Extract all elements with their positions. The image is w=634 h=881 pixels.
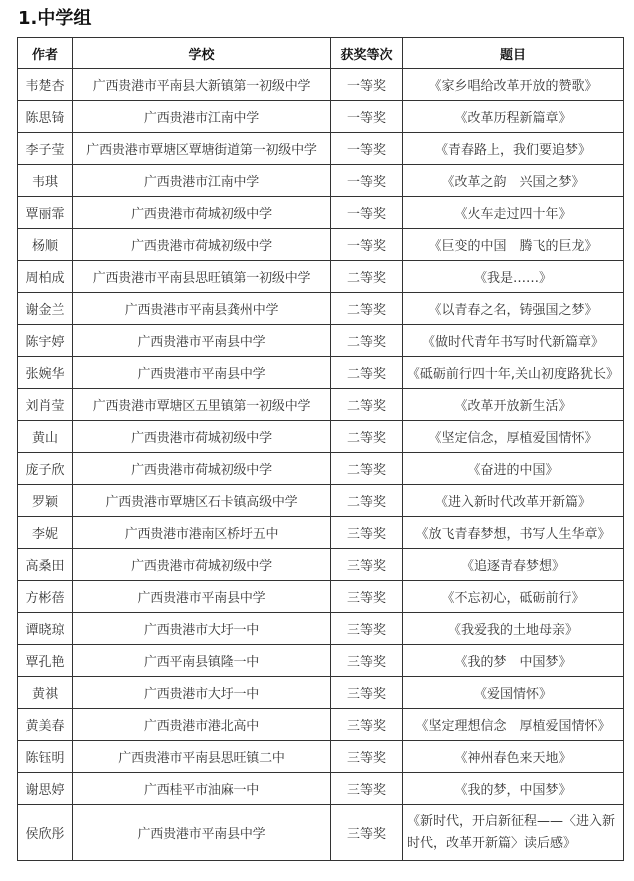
award-cell: 二等奖 <box>331 357 403 389</box>
table-row <box>18 421 624 453</box>
topic-cell: 《砥砺前行四十年,关山初度路犹长》 <box>403 357 624 389</box>
author-cell: 周柏成 <box>18 261 73 293</box>
author-cell: 杨顺 <box>18 229 73 261</box>
author-cell: 李子莹 <box>18 133 73 165</box>
school-cell: 广西贵港市江南中学 <box>73 165 331 197</box>
table-row <box>18 645 624 677</box>
topic-cell: 《新时代，开启新征程——〈进入新时代，改革开新篇〉读后感》 <box>403 805 624 861</box>
award-cell: 二等奖 <box>331 325 403 357</box>
table-row <box>18 69 624 101</box>
award-cell: 三等奖 <box>331 805 403 861</box>
topic-cell: 《改革历程新篇章》 <box>403 101 624 133</box>
school-cell: 广西平南县镇隆一中 <box>73 645 331 677</box>
topic-cell: 《我是……》 <box>403 261 624 293</box>
table-header-row <box>18 38 624 69</box>
table-row <box>18 517 624 549</box>
school-cell: 广西贵港市大圩一中 <box>73 677 331 709</box>
school-cell: 广西贵港市平南县中学 <box>73 805 331 861</box>
topic-cell: 《巨变的中国 腾飞的巨龙》 <box>403 229 624 261</box>
school-cell: 广西贵港市覃塘区石卡镇高级中学 <box>73 485 331 517</box>
header-topic: 题目 <box>403 38 624 69</box>
topic-cell: 《改革之韵 兴国之梦》 <box>403 165 624 197</box>
topic-cell: 《做时代青年书写时代新篇章》 <box>403 325 624 357</box>
school-cell: 广西贵港市荷城初级中学 <box>73 197 331 229</box>
header-award: 获奖等次 <box>331 38 403 69</box>
author-cell: 韦琪 <box>18 165 73 197</box>
topic-cell: 《奋进的中国》 <box>403 453 624 485</box>
table-row <box>18 357 624 389</box>
topic-cell: 《我的梦，中国梦》 <box>403 773 624 805</box>
award-cell: 三等奖 <box>331 677 403 709</box>
table-row <box>18 293 624 325</box>
table-body <box>18 69 624 861</box>
school-cell: 广西贵港市平南县中学 <box>73 325 331 357</box>
topic-cell: 《坚定理想信念 厚植爱国情怀》 <box>403 709 624 741</box>
author-cell: 陈钰明 <box>18 741 73 773</box>
award-cell: 三等奖 <box>331 517 403 549</box>
award-cell: 三等奖 <box>331 581 403 613</box>
school-cell: 广西贵港市港北高中 <box>73 709 331 741</box>
table-row <box>18 613 624 645</box>
table-row <box>18 741 624 773</box>
school-cell: 广西贵港市覃塘区五里镇第一初级中学 <box>73 389 331 421</box>
table-row <box>18 709 624 741</box>
table-row <box>18 677 624 709</box>
author-cell: 方彬蓓 <box>18 581 73 613</box>
table-row <box>18 101 624 133</box>
award-cell: 三等奖 <box>331 741 403 773</box>
author-cell: 陈宇婷 <box>18 325 73 357</box>
table-row <box>18 197 624 229</box>
author-cell: 覃孔艳 <box>18 645 73 677</box>
topic-cell: 《我的梦 中国梦》 <box>403 645 624 677</box>
author-cell: 刘肖莹 <box>18 389 73 421</box>
table-row <box>18 805 624 861</box>
award-cell: 二等奖 <box>331 485 403 517</box>
author-cell: 李妮 <box>18 517 73 549</box>
topic-cell: 《以青春之名，铸强国之梦》 <box>403 293 624 325</box>
table-row <box>18 229 624 261</box>
table-row <box>18 581 624 613</box>
table-row <box>18 133 624 165</box>
topic-cell: 《青春路上，我们要追梦》 <box>403 133 624 165</box>
school-cell: 广西贵港市荷城初级中学 <box>73 549 331 581</box>
topic-cell: 《神州春色来天地》 <box>403 741 624 773</box>
topic-cell: 《追逐青春梦想》 <box>403 549 624 581</box>
award-cell: 三等奖 <box>331 613 403 645</box>
school-cell: 广西贵港市平南县大新镇第一初级中学 <box>73 69 331 101</box>
school-cell: 广西贵港市荷城初级中学 <box>73 453 331 485</box>
award-cell: 三等奖 <box>331 773 403 805</box>
award-cell: 一等奖 <box>331 101 403 133</box>
school-cell: 广西贵港市江南中学 <box>73 101 331 133</box>
school-cell: 广西桂平市油麻一中 <box>73 773 331 805</box>
table-row <box>18 325 624 357</box>
author-cell: 谢金兰 <box>18 293 73 325</box>
table-row <box>18 773 624 805</box>
school-cell: 广西贵港市平南县思旺镇二中 <box>73 741 331 773</box>
topic-cell: 《放飞青春梦想，书写人生华章》 <box>403 517 624 549</box>
topic-cell: 《不忘初心，砥砺前行》 <box>403 581 624 613</box>
author-cell: 张婉华 <box>18 357 73 389</box>
header-author: 作者 <box>18 38 73 69</box>
table-row <box>18 165 624 197</box>
award-cell: 三等奖 <box>331 709 403 741</box>
author-cell: 高桑田 <box>18 549 73 581</box>
award-cell: 二等奖 <box>331 389 403 421</box>
school-cell: 广西贵港市平南县中学 <box>73 357 331 389</box>
topic-cell: 《爱国情怀》 <box>403 677 624 709</box>
award-cell: 二等奖 <box>331 293 403 325</box>
section-title: 1.中学组 <box>18 8 92 29</box>
header-school: 学校 <box>73 38 331 69</box>
author-cell: 黄祺 <box>18 677 73 709</box>
award-cell: 二等奖 <box>331 421 403 453</box>
author-cell: 谭晓琼 <box>18 613 73 645</box>
school-cell: 广西贵港市荷城初级中学 <box>73 421 331 453</box>
school-cell: 广西贵港市平南县思旺镇第一初级中学 <box>73 261 331 293</box>
author-cell: 韦楚杏 <box>18 69 73 101</box>
author-cell: 陈思锜 <box>18 101 73 133</box>
table-row <box>18 453 624 485</box>
author-cell: 黄美春 <box>18 709 73 741</box>
school-cell: 广西贵港市港南区桥圩五中 <box>73 517 331 549</box>
topic-cell: 《我爱我的土地母亲》 <box>403 613 624 645</box>
topic-cell: 《改革开放新生活》 <box>403 389 624 421</box>
award-cell: 一等奖 <box>331 69 403 101</box>
topic-cell: 《进入新时代改革开新篇》 <box>403 485 624 517</box>
table-row <box>18 389 624 421</box>
award-cell: 一等奖 <box>331 133 403 165</box>
award-cell: 三等奖 <box>331 549 403 581</box>
author-cell: 覃丽霏 <box>18 197 73 229</box>
table-row <box>18 261 624 293</box>
award-cell: 一等奖 <box>331 165 403 197</box>
author-cell: 谢思婷 <box>18 773 73 805</box>
award-cell: 二等奖 <box>331 453 403 485</box>
school-cell: 广西贵港市荷城初级中学 <box>73 229 331 261</box>
award-cell: 一等奖 <box>331 197 403 229</box>
award-cell: 二等奖 <box>331 261 403 293</box>
author-cell: 黄山 <box>18 421 73 453</box>
topic-cell: 《家乡唱给改革开放的赞歌》 <box>403 69 624 101</box>
award-cell: 一等奖 <box>331 229 403 261</box>
topic-cell: 《火车走过四十年》 <box>403 197 624 229</box>
awards-table <box>17 37 624 861</box>
school-cell: 广西贵港市大圩一中 <box>73 613 331 645</box>
award-cell: 三等奖 <box>331 645 403 677</box>
author-cell: 罗颖 <box>18 485 73 517</box>
school-cell: 广西贵港市平南县龚州中学 <box>73 293 331 325</box>
school-cell: 广西贵港市平南县中学 <box>73 581 331 613</box>
topic-cell: 《坚定信念，厚植爱国情怀》 <box>403 421 624 453</box>
table-row <box>18 549 624 581</box>
author-cell: 侯欣彤 <box>18 805 73 861</box>
author-cell: 庞子欣 <box>18 453 73 485</box>
school-cell: 广西贵港市覃塘区覃塘街道第一初级中学 <box>73 133 331 165</box>
table-row <box>18 485 624 517</box>
